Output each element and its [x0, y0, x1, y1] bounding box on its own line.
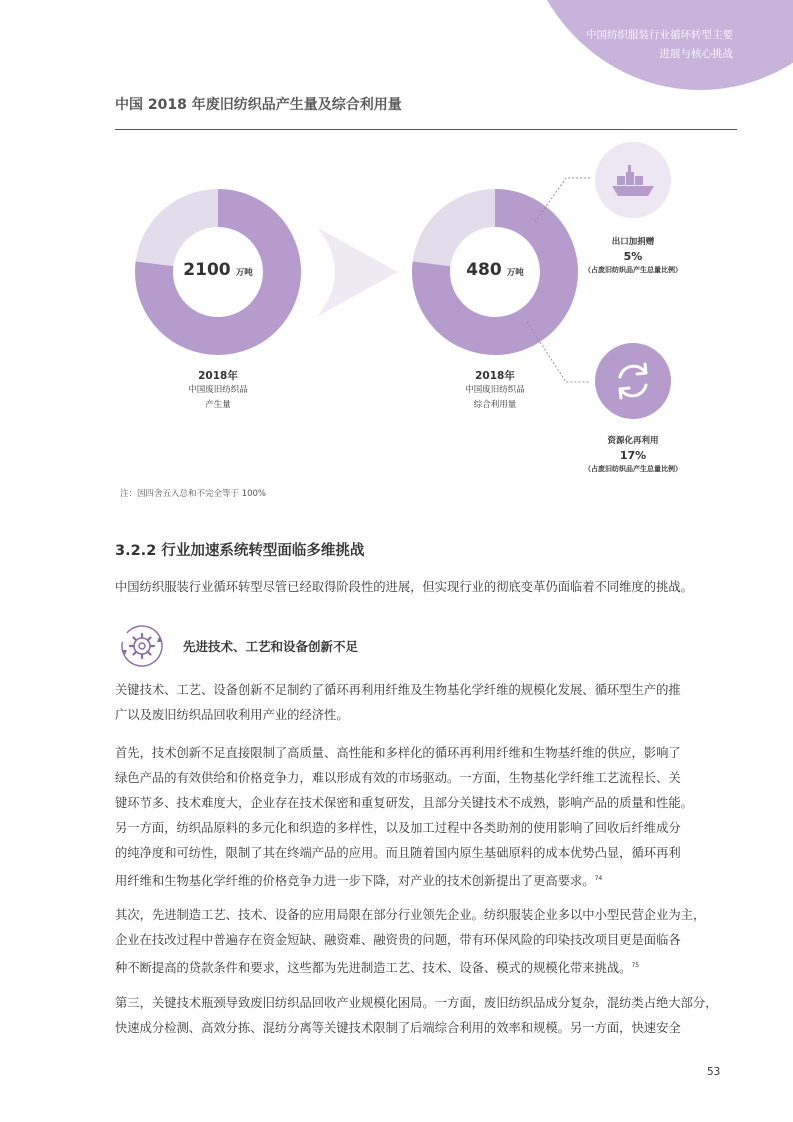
recycle-callout	[568, 434, 698, 477]
left-value-number: 2100	[183, 260, 231, 280]
right-donut-caption	[435, 368, 555, 413]
p4-line2: 快速成分检测、高效分拣、混纺分离等关键技术限制了后端综合利用的效率和规模。另一方面，快速安全	[115, 1021, 681, 1035]
p3-line1: 其次，先进制造工艺、技术、设备的应用局限在部分行业领先企业。纺织服装企业多以中小型民营企业为主，	[115, 908, 706, 922]
p2-line1: 首先，技术创新不足直接限制了高质量、高性能和多样化的循环再利用纤维和生物基纤维的供应，影响了	[115, 746, 681, 760]
p2-line2: 绿色产品的有效供给和价格竞争力，难以形成有效的市场驱动。一方面，生物基化学纤维工艺流程长、关	[115, 771, 681, 785]
right-caption-line1: 中国废旧纺织品	[465, 385, 525, 395]
section-heading: 3.2.2 行业加速系统转型面临多维挑战	[115, 543, 365, 559]
export-label: 出口加捐赠	[611, 237, 655, 247]
left-value-unit: 万吨	[235, 268, 253, 278]
export-subnote: （占废旧纺织品产生总量比例）	[584, 266, 682, 274]
p2-line5: 的纯净度和可纺性，限制了其在终端产品的应用。而且随着国内原生基础原料的成本优势凸显，循环再利	[115, 846, 681, 860]
recycle-icon-bg	[595, 343, 671, 419]
p2-line6-text: 用纤维和生物基化学纤维的价格竞争力进一步下降，对产业的技术创新提出了更高要求。	[115, 874, 595, 889]
recycle-subnote: （占废旧纺织品产生总量比例）	[584, 465, 682, 473]
subsection-title: 先进技术、工艺和设备创新不足	[183, 639, 359, 654]
p3-line2: 企业在技改过程中普遍存在资金短缺、融资难、融资贵的问题，带有环保风险的印染技改项目更是面临各	[115, 933, 681, 947]
left-donut-caption	[158, 368, 278, 413]
p2-line6	[115, 866, 739, 894]
left-caption-line1: 中国废旧纺织品	[188, 385, 248, 395]
gear-cycle-icon	[115, 620, 167, 672]
p1-line2: 广以及废旧纺织品回收利用产业的经济性。	[115, 708, 349, 722]
right-donut-value	[445, 260, 545, 280]
left-caption-line2: 产生量	[205, 400, 231, 410]
right-caption-line2: 综合利用量	[473, 400, 517, 410]
left-year: 2018年	[198, 370, 238, 382]
right-value-unit: 万吨	[506, 268, 524, 278]
right-value-number: 480	[466, 260, 502, 280]
right-year: 2018年	[475, 370, 515, 382]
flow-arrow	[318, 228, 398, 316]
section-intro: 中国纺织服装行业循环转型尽管已经取得阶段性的进展，但实现行业的彻底变革仍面临着不同维度的挑战。	[115, 580, 693, 594]
p3-line3	[115, 953, 739, 981]
footnote-75[interactable]: 75	[631, 962, 640, 969]
footnote-74[interactable]: 74	[594, 875, 603, 882]
p1-line1: 关键技术、工艺、设备创新不足制约了循环再利用纤维及生物基化学纤维的规模化发展、循环型生产的推	[115, 683, 681, 697]
figure-note: 注：因四舍五入总和不完全等于 100%	[120, 489, 267, 499]
running-header-line1: 中国纺织服装行业循环转型主要	[586, 29, 733, 41]
p2-line4: 另一方面，纺织品原料的多元化和织造的多样性，以及加工过程中各类助剂的使用影响了回收后纤维成分	[115, 821, 681, 835]
export-percent: 5%	[623, 250, 643, 263]
page-number: 53	[707, 1066, 721, 1078]
figure-title: 中国 2018 年废旧纺织品产生量及综合利用量	[115, 97, 402, 113]
left-donut-value	[168, 260, 268, 280]
p4-line1: 第三，关键技术瓶颈导致废旧纺织品回收产业规模化困局。一方面，废旧纺织品成分复杂，混纺类占绝大部分，	[115, 996, 718, 1010]
recycle-label: 资源化再利用	[607, 436, 659, 446]
export-callout	[568, 235, 698, 278]
p3-line3-text: 种不断提高的贷款条件和要求，这些都为先进制造工艺、技术、设备、模式的规模化带来挑战。	[115, 961, 632, 976]
running-header-line2: 进展与核心挑战	[659, 48, 733, 60]
p2-line3: 键环节多、技术难度大，企业存在技术保密和重复研发，且部分关键技术不成熟，影响产品的质量和性能。	[115, 796, 693, 810]
recycle-percent: 17%	[619, 449, 647, 462]
